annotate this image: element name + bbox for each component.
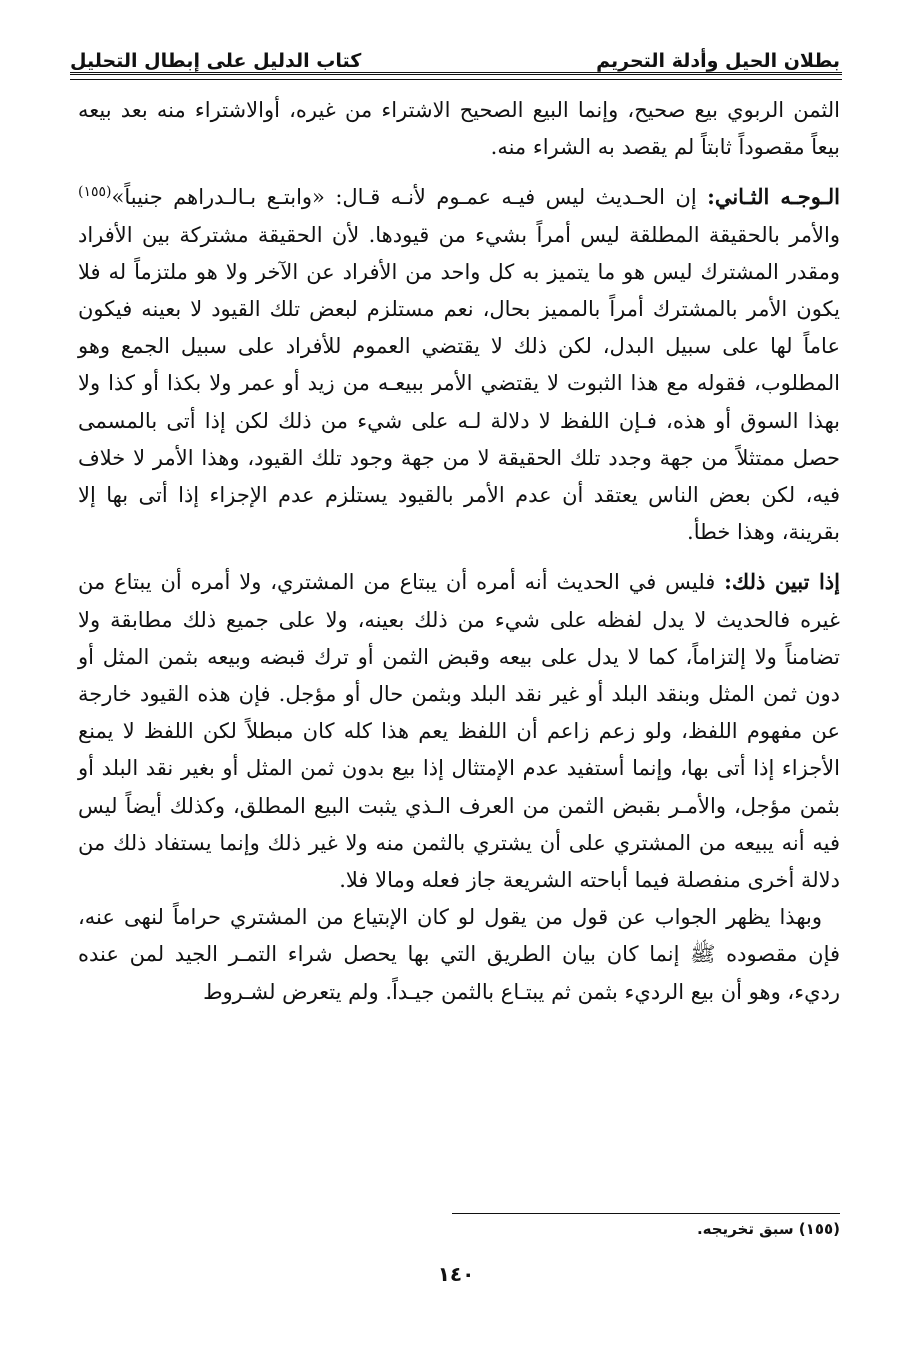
book-title: بطلان الحيل وأدلة التحريم <box>596 50 840 72</box>
paragraph-text: وبهذا يظهر الجواب عن قول من يقول لو كان الإبتياع من المشتري حراماً لنهى عنه، فإن مقصوده ﷺ إنما كان بيان الطريق التي بها يحصل شراء التمـر الجيد لمن عنده رديء، وهو أن بيع الرديء بثمن ثم يبتـاع بالثمن جيـداً. ولم يتعرض لشـروط <box>78 905 840 1004</box>
paragraph-text: والأمر بالحقيقة المطلقة ليس أمراً بشيء من قيودها. لأن الحقيقة مشتركة بين الأفراد ومقدر المشترك ليس هو ما يتميز به كل واحد من الأفراد عن الآخر ولا هو ملتزماً له فلا يكون الأمر بالمشترك أمراً بالمميز بحال، نعم مستلزم لبعض تلك القيود لا بعينه فيكون عاماً لها على سبيل البدل، لكن ذلك لا يقتضي العموم للأفراد على سبيل الجمع وهو المطلوب، فقوله مع هذا الثبوت لا يقتضي الأمر ببيعـه من زيد أو عمر ولا بكذا أو كذا ولا بهذا السوق أو هذه، فـإن اللفظ لا دلالة لـه على شيء من ذلك لكن إذا أتى بالمسمى حصل ممتثلاً من جهة وجدد تلك الحقيقة لا من جهة وجود تلك القيود، وهذا الأمر لا خلاف فيه، لكن بعض الناس يعتقد أن عدم الأمر بالقيود يستلزم عدم الإجزاء إذا أتى بها إلا بقرينة، وهذا خطأ. <box>78 222 840 545</box>
paragraph-text: فليس في الحديث أنه أمره أن يبتاع من المشتري، ولا أمره أن يبتاع من غيره فالحديث لا يدل لفظه على شيء من ذلك بعينه، ولا على جميع ذلك مطابقة ولا تضامناً ولا إلتزاماً، كما لا يدل على بيعه وقبض الثمن أو ترك قبضه وبيعه بثمن المثل أو دون ثمن المثل وبنقد البلد أو غير نقد البلد وبثمن حال أو مؤجل. فإن هذه القيود خارجة عن مفهوم اللفظ، ولو زعم زاعم أن اللفظ يعم هذا كله كان مبطلاً لكن اللفظ لا يمنع الأجزاء إذا أتى بها، وإنما أستفيد عدم الإمتثال إذا بيع بدون ثمن المثل أو بغير نقد البلد أو بثمن مؤجل، والأمـر بقبض الثمن من العرف الـذي يثبت البيع المطلق، وكذلك أيضاً ليس فيه أنه يبيعه من المشتري على أن يشتري بالثمن منه ولا غير ذلك وإنما يستفاد ذلك من دلالة أخرى منفصلة فيما أباحته الشريعة جاز فعله ومالا فلا. <box>78 570 840 893</box>
header-divider <box>70 72 842 80</box>
paragraph-3 <box>78 563 840 899</box>
running-header <box>70 28 840 72</box>
page-number: ١٤٠ <box>437 1262 475 1286</box>
paragraph-lead: الـوجـه الثـاني: <box>707 184 840 210</box>
paragraph-lead: إذا تبين ذلك: <box>724 569 840 595</box>
paragraph-text-quote: إن الحـديث ليس فيـه عمـوم لأنـه قـال: «وابتـع بـالـدراهم جنيباً» <box>111 185 708 210</box>
footnote-reference: (١٥٥) <box>78 184 112 201</box>
paragraph-1 <box>78 92 840 166</box>
paragraph-text: الثمن الربوي بيع صحيح، وإنما البيع الصحيح الاشتراء من غيره، أوالاشتراء منه بعد بيعه بيعاً مقصوداً ثابتاً لم يقصد به الشراء منه. <box>78 98 840 160</box>
footnote: (١٥٥) سبق تخريجه. <box>696 1220 840 1238</box>
footnote-divider <box>452 1213 840 1214</box>
main-text <box>78 92 840 1011</box>
paragraph-2 <box>78 178 840 551</box>
section-title: كتاب الدليل على إبطال التحليل <box>70 50 362 72</box>
paragraph-4 <box>78 899 840 1011</box>
